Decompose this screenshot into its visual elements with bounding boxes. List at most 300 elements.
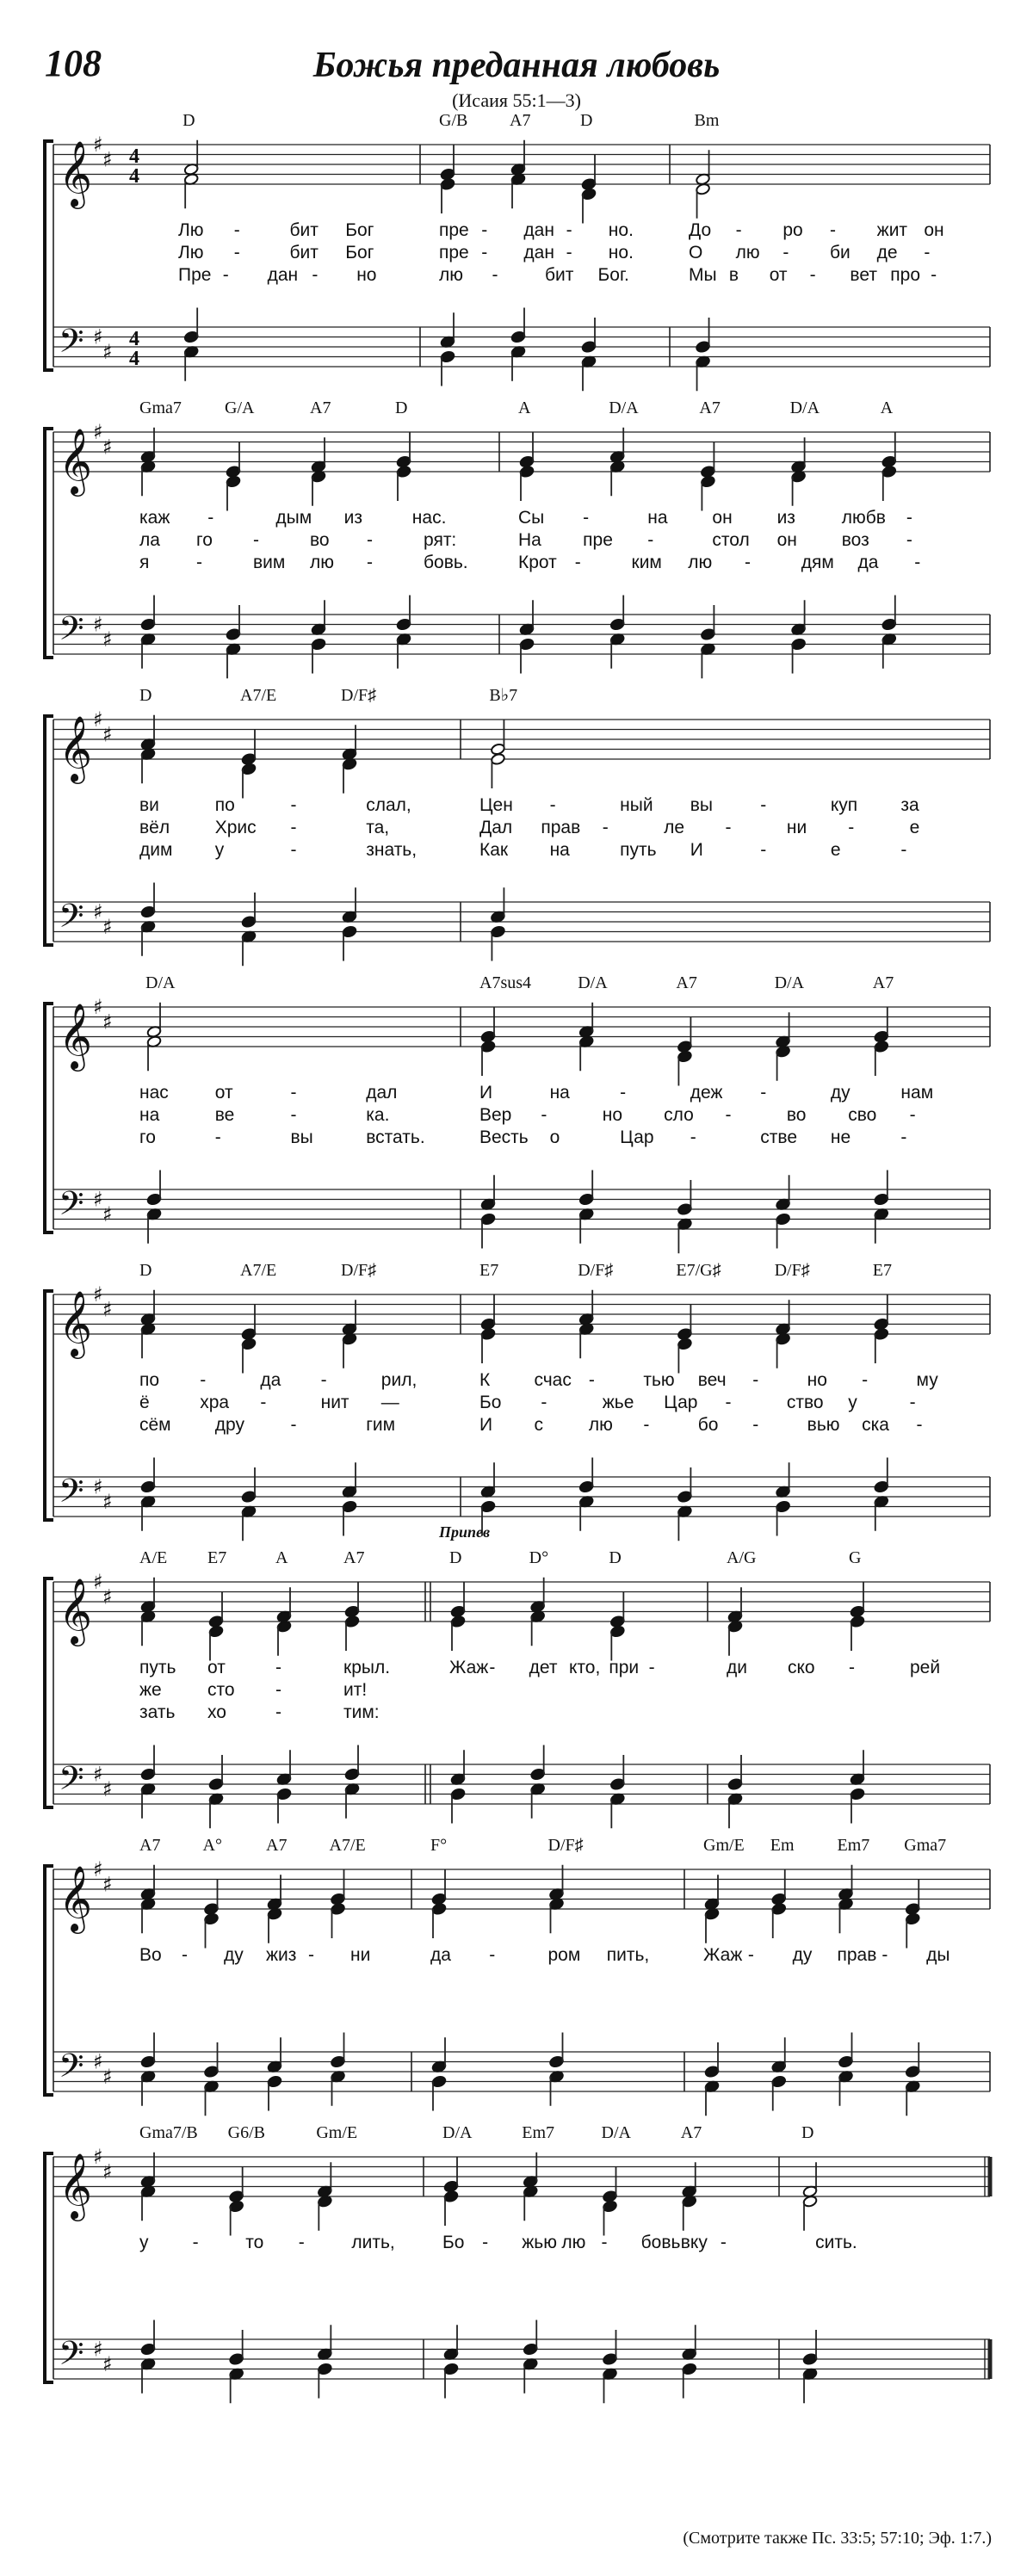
lyric-syllable: - <box>566 220 572 240</box>
system-bracket <box>45 716 53 945</box>
lyric-syllable: - <box>481 220 488 240</box>
chord-symbol: Gma7 <box>904 1836 947 1855</box>
lyric-syllable: на <box>549 840 570 860</box>
treble-clef: 𝄞 <box>59 1290 93 1356</box>
lyric-syllable: любв <box>841 508 886 528</box>
lyric-syllable: вы <box>690 795 713 815</box>
lyric-syllable: лю <box>310 553 335 572</box>
lyric-syllable: - <box>830 220 836 240</box>
chord-symbol: A7 <box>680 2123 702 2142</box>
chord-symbol: A <box>880 398 894 417</box>
lyric-syllable: стол <box>712 530 750 550</box>
lyric-syllable: Мы <box>689 265 717 285</box>
sharp-sign: ♯ <box>102 435 113 460</box>
lyric-syllable: - <box>752 1370 759 1390</box>
bass-clef: 𝄢 <box>59 1471 84 1518</box>
lyric-syllable: но <box>356 265 377 285</box>
lyric-syllable: - <box>200 1370 207 1390</box>
lyric-syllable: в <box>728 265 739 285</box>
chord-symbol: D <box>182 111 195 130</box>
lyric-syllable: - <box>735 220 742 240</box>
lyric-syllable: би <box>830 243 851 263</box>
sharp-sign: ♯ <box>102 722 113 747</box>
lyric-syllable: бит <box>289 220 319 240</box>
chord-symbol: D <box>139 1261 152 1280</box>
time-signature: 4 <box>129 165 139 188</box>
lyric-syllable: - <box>192 2233 199 2252</box>
lyric-syllable: ит! <box>343 1680 368 1700</box>
treble-clef: 𝄞 <box>59 140 93 207</box>
lyric-syllable: - <box>260 1393 267 1412</box>
lyric-syllable: не <box>830 1127 851 1147</box>
lyric-syllable: Вер <box>479 1105 512 1125</box>
lyric-syllable: Во <box>139 1945 162 1965</box>
lyric-syllable: пре <box>439 220 469 240</box>
system-bracket <box>45 2153 53 2382</box>
lyric-syllable: - <box>312 265 319 285</box>
lyric-syllable: - <box>725 1393 732 1412</box>
lyric-syllable: - <box>760 840 767 860</box>
chord-symbol: A <box>275 1548 288 1567</box>
system-bracket <box>45 1578 53 1807</box>
hymn-number: 108 <box>45 42 102 84</box>
lyric-syllable: нас <box>139 1083 169 1103</box>
lyric-syllable: дим <box>139 840 173 860</box>
lyric-syllable: - <box>747 1945 754 1965</box>
lyric-syllable: - <box>924 243 931 263</box>
lyric-syllable: куп <box>830 795 858 815</box>
lyric-syllable: ный <box>620 795 653 815</box>
lyric-syllable: крыл. <box>343 1658 391 1677</box>
cross-reference-note: (Смотрите также Пс. 33:5; 57:10; Эф. 1:7.) <box>683 2529 992 2548</box>
treble-clef: 𝄞 <box>59 1003 93 1069</box>
lyric-syllable: - <box>574 553 581 572</box>
chord-symbol: Bm <box>694 111 720 130</box>
sharp-sign: ♯ <box>93 2337 103 2362</box>
lyric-syllable: И <box>479 1415 493 1435</box>
bass-clef: 𝄢 <box>59 1758 84 1806</box>
lyric-syllable: бовь <box>640 2233 681 2252</box>
lyric-syllable: - <box>182 1945 188 1965</box>
lyric-syllable: - <box>690 1127 696 1147</box>
lyric-syllable: Цен <box>479 795 513 815</box>
lyric-syllable: во <box>786 1105 807 1125</box>
lyric-syllable: - <box>482 2233 489 2252</box>
lyric-syllable: во <box>310 530 330 550</box>
chord-symbol: G <box>849 1548 862 1567</box>
lyric-syllable: тью <box>643 1370 675 1390</box>
lyric-syllable: Весть <box>479 1127 529 1147</box>
bass-clef: 𝄢 <box>59 321 84 368</box>
chord-symbol: E7 <box>479 1261 499 1280</box>
lyric-syllable: - <box>583 508 590 528</box>
chord-symbol: E7 <box>872 1261 893 1280</box>
lyric-syllable: он <box>712 508 733 528</box>
lyric-syllable: вим <box>253 553 286 572</box>
lyric-syllable: Бо <box>442 2233 465 2252</box>
lyric-syllable: сло <box>664 1105 694 1125</box>
sharp-sign: ♯ <box>102 1489 113 1514</box>
chord-symbol: Gm/E <box>703 1836 745 1855</box>
lyric-syllable: - <box>725 1105 732 1125</box>
lyric-syllable: нас. <box>411 508 447 528</box>
chord-symbol: D <box>801 2123 814 2142</box>
lyric-syllable: - <box>275 1680 281 1700</box>
lyric-syllable: - <box>745 553 751 572</box>
system-bracket <box>45 141 53 370</box>
lyric-syllable: - <box>253 530 259 550</box>
lyric-syllable: вет <box>850 265 877 285</box>
lyric-syllable: нам <box>900 1083 934 1103</box>
lyric-syllable: - <box>601 2233 608 2252</box>
chord-symbol: Em7 <box>522 2123 555 2142</box>
lyric-syllable: от <box>214 1083 233 1103</box>
lyric-syllable: бит <box>289 243 319 263</box>
lyric-syllable: - <box>909 1393 916 1412</box>
lyric-syllable: - <box>881 1945 888 1965</box>
lyric-syllable: вку <box>680 2233 708 2252</box>
chord-symbol: D/F♯ <box>341 1261 377 1280</box>
lyric-syllable: тим: <box>343 1702 380 1722</box>
lyric-syllable: - <box>648 1658 655 1677</box>
lyric-syllable: ду <box>224 1945 244 1965</box>
chord-symbol: E7/G♯ <box>676 1261 721 1280</box>
lyric-syllable: - <box>848 818 855 837</box>
lyric-syllable: пре <box>583 530 613 550</box>
chord-symbol: A7/E <box>240 1261 277 1280</box>
lyric-syllable: рей <box>910 1658 941 1677</box>
treble-clef: 𝄞 <box>59 2153 93 2219</box>
lyric-syllable: счас <box>534 1370 572 1390</box>
lyric-syllable: лю <box>588 1415 613 1435</box>
lyric-syllable: И <box>690 840 703 860</box>
lyric-syllable: — <box>380 1393 399 1412</box>
sharp-sign: ♯ <box>102 914 113 939</box>
chord-symbol: A/E <box>139 1548 168 1567</box>
system-bracket <box>45 1866 53 2095</box>
system-bracket <box>45 1004 53 1232</box>
lyric-syllable: Хрис <box>214 818 257 837</box>
lyric-syllable: дан <box>523 220 554 240</box>
lyric-syllable: - <box>916 1415 923 1435</box>
chord-symbol: G/B <box>439 111 468 130</box>
lyric-syllable: на <box>647 508 668 528</box>
lyric-syllable: жье <box>602 1393 634 1412</box>
chord-symbol: F° <box>430 1836 448 1855</box>
lyric-syllable: рил, <box>380 1370 418 1390</box>
chord-symbol: D <box>580 111 593 130</box>
treble-clef: 𝄞 <box>59 1865 93 1931</box>
lyric-syllable: - <box>308 1945 314 1965</box>
lyric-syllable: - <box>233 220 240 240</box>
chord-symbol: D/A <box>774 973 805 992</box>
chord-symbol: A7 <box>139 1836 161 1855</box>
lyric-syllable: кто, <box>569 1658 601 1677</box>
lyric-syllable: лю <box>735 243 760 263</box>
lyric-syllable: но. <box>608 243 634 263</box>
lyric-syllable: - <box>233 243 240 263</box>
lyric-syllable: - <box>489 1945 496 1965</box>
bass-clef: 𝄢 <box>59 2046 84 2093</box>
lyric-syllable: - <box>367 530 373 550</box>
lyric-syllable: - <box>196 553 202 572</box>
sharp-sign: ♯ <box>93 899 103 924</box>
lyric-syllable: е <box>909 818 920 837</box>
lyric-syllable: - <box>481 243 488 263</box>
chord-symbol: Gma7/B <box>139 2123 198 2142</box>
lyric-syllable: ка. <box>366 1105 390 1125</box>
sharp-sign: ♯ <box>93 995 103 1019</box>
lyric-syllable: сво <box>848 1105 877 1125</box>
lyric-syllable: но <box>807 1370 827 1390</box>
chord-symbol: A7/E <box>240 686 277 705</box>
lyric-syllable: И <box>479 1083 493 1103</box>
chord-symbol: A7 <box>699 398 721 417</box>
chord-symbol: G6/B <box>227 2123 266 2142</box>
lyric-syllable: пить, <box>606 1945 650 1965</box>
lyric-syllable: лить, <box>351 2233 395 2252</box>
lyric-syllable: у <box>214 840 225 860</box>
lyric-syllable: прав <box>837 1945 877 1965</box>
sharp-sign: ♯ <box>93 1762 103 1787</box>
lyric-syllable: дал <box>366 1083 398 1103</box>
chord-symbol: Em <box>770 1836 795 1855</box>
lyric-syllable: - <box>290 1083 297 1103</box>
lyric-syllable: бит <box>545 265 574 285</box>
sharp-sign: ♯ <box>102 2159 113 2184</box>
lyric-syllable: то <box>245 2233 264 2252</box>
lyric-syllable: Бо <box>479 1393 502 1412</box>
lyric-syllable: воз <box>841 530 869 550</box>
chord-symbol: D/F♯ <box>774 1261 810 1280</box>
chord-symbol: A7 <box>872 973 894 992</box>
lyric-syllable: пре <box>439 243 469 263</box>
sharp-sign: ♯ <box>93 1474 103 1499</box>
lyric-syllable: ве <box>214 1105 235 1125</box>
lyric-syllable: - <box>752 1415 759 1435</box>
chord-symbol: D <box>449 1548 462 1567</box>
lyric-syllable: ду <box>830 1083 851 1103</box>
lyric-syllable: - <box>320 1370 327 1390</box>
chord-symbol: A/G <box>727 1548 757 1567</box>
lyric-syllable: му <box>916 1370 938 1390</box>
lyric-syllable: нит <box>320 1393 349 1412</box>
lyric-syllable: Лю <box>178 243 204 263</box>
chord-symbol: A7/E <box>329 1836 366 1855</box>
lyric-syllable: путь <box>139 1658 176 1677</box>
sharp-sign: ♯ <box>102 1872 113 1897</box>
lyric-syllable: но. <box>608 220 634 240</box>
lyric-syllable: - <box>906 530 912 550</box>
treble-clef: 𝄞 <box>59 428 93 494</box>
chord-symbol: A7 <box>676 973 697 992</box>
lyric-syllable: веч <box>697 1370 727 1390</box>
lyric-syllable: Бог <box>345 243 374 263</box>
lyric-syllable: Бог. <box>597 265 629 285</box>
lyric-syllable: - <box>566 243 572 263</box>
lyric-syllable: из <box>343 508 362 528</box>
lyric-syllable: ро <box>782 220 803 240</box>
lyric-syllable: - <box>541 1393 547 1412</box>
lyric-syllable: знать, <box>366 840 418 860</box>
lyric-syllable: деж <box>690 1083 723 1103</box>
lyric-syllable: он <box>924 220 944 240</box>
lyric-syllable: - <box>725 818 732 837</box>
lyric-syllable: ле <box>664 818 685 837</box>
lyric-syllable: вью <box>807 1415 840 1435</box>
lyric-syllable: жиз <box>266 1945 297 1965</box>
lyric-syllable: у <box>139 2233 149 2252</box>
treble-clef: 𝄞 <box>59 1578 93 1644</box>
lyric-syllable: хо <box>207 1702 226 1722</box>
hymn-title: Божья преданная любовь <box>312 46 721 85</box>
lyric-syllable: дям <box>801 553 834 572</box>
sharp-sign: ♯ <box>93 133 103 157</box>
lyric-syllable: да <box>857 553 879 572</box>
chord-symbol: B♭7 <box>489 686 518 705</box>
lyric-syllable: дру <box>214 1415 244 1435</box>
lyric-syllable: - <box>849 1658 855 1677</box>
sharp-sign: ♯ <box>102 1585 113 1609</box>
system-bracket <box>45 1291 53 1520</box>
lyric-syllable: - <box>782 243 789 263</box>
lyric-syllable: - <box>760 1083 767 1103</box>
lyric-syllable: - <box>906 508 912 528</box>
lyric-syllable: Сы <box>518 508 545 528</box>
scripture-reference: (Исаия 55:1—3) <box>452 90 581 111</box>
sharp-sign: ♯ <box>102 339 113 364</box>
lyric-syllable: от <box>207 1658 226 1677</box>
lyric-syllable: дет <box>529 1658 558 1677</box>
sharp-sign: ♯ <box>102 2064 113 2089</box>
lyric-syllable: - <box>862 1370 869 1390</box>
chord-symbol: D/F♯ <box>341 686 377 705</box>
lyric-syllable: хра <box>200 1393 230 1412</box>
lyric-syllable: ла <box>139 530 160 550</box>
lyric-syllable: Пре <box>178 265 212 285</box>
lyric-syllable: о <box>549 1127 560 1147</box>
lyric-syllable: ким <box>631 553 662 572</box>
lyric-syllable: прав <box>541 818 581 837</box>
chord-symbol: Gm/E <box>316 2123 358 2142</box>
lyric-syllable: вёл <box>139 818 170 837</box>
sharp-sign: ♯ <box>102 2351 113 2376</box>
lyric-syllable: - <box>720 2233 727 2252</box>
lyric-syllable: - <box>931 265 937 285</box>
chord-symbol: A7sus4 <box>479 973 532 992</box>
lyric-syllable: До <box>689 220 712 240</box>
lyric-syllable: Жаж <box>703 1945 743 1965</box>
chord-symbol: A7 <box>343 1548 365 1567</box>
lyric-syllable: ди <box>727 1658 747 1677</box>
chord-symbol: D/A <box>789 398 820 417</box>
lyric-syllable: каж <box>139 508 170 528</box>
lyric-syllable: е <box>830 840 841 860</box>
lyric-syllable: го <box>196 530 213 550</box>
lyric-syllable: про <box>890 265 921 285</box>
lyric-syllable: по <box>139 1370 160 1390</box>
lyric-syllable: из <box>776 508 795 528</box>
lyric-syllable: бо <box>697 1415 719 1435</box>
chord-symbol: A7 <box>266 1836 288 1855</box>
bass-clef: 𝄢 <box>59 2333 84 2381</box>
lyric-syllable: - <box>602 818 609 837</box>
lyric-syllable: за <box>900 795 919 815</box>
lyric-syllable: - <box>489 1658 496 1677</box>
lyric-syllable: гим <box>366 1415 396 1435</box>
lyric-syllable: - <box>290 1415 297 1435</box>
lyric-syllable: ё <box>139 1393 150 1412</box>
bass-clef: 𝄢 <box>59 896 84 943</box>
lyric-syllable: вы <box>290 1127 313 1147</box>
sharp-sign: ♯ <box>93 1857 103 1881</box>
lyric-syllable: Как <box>479 840 509 860</box>
lyric-syllable: путь <box>620 840 657 860</box>
lyric-syllable: бовь. <box>424 553 468 572</box>
lyric-syllable: - <box>290 818 297 837</box>
lyric-syllable: О <box>689 243 703 263</box>
lyric-syllable: рят: <box>424 530 457 550</box>
lyric-syllable: - <box>760 795 767 815</box>
lyric-syllable: лю <box>561 2233 586 2252</box>
lyric-syllable: жью <box>522 2233 557 2252</box>
chord-symbol: D/A <box>442 2123 473 2142</box>
sharp-sign: ♯ <box>102 1297 113 1322</box>
lyric-syllable: же <box>139 1680 162 1700</box>
lyric-syllable: - <box>909 1105 916 1125</box>
lyric-syllable: - <box>214 1127 221 1147</box>
bass-clef: 𝄢 <box>59 608 84 656</box>
chord-symbol: Gma7 <box>139 398 182 417</box>
lyric-syllable: На <box>518 530 541 550</box>
time-signature: 4 <box>129 145 139 168</box>
lyric-syllable: да <box>260 1370 281 1390</box>
lyric-syllable: дан <box>267 265 299 285</box>
sharp-sign: ♯ <box>102 1010 113 1035</box>
lyric-syllable: К <box>479 1370 491 1390</box>
lyric-syllable: с <box>534 1415 543 1435</box>
lyric-syllable: от <box>769 265 788 285</box>
lyric-syllable: дым <box>275 508 312 528</box>
chord-symbol: D° <box>529 1548 549 1567</box>
lyric-syllable: ды <box>926 1945 950 1965</box>
lyric-syllable: на <box>139 1105 160 1125</box>
lyric-syllable: - <box>290 1105 297 1125</box>
lyric-syllable: - <box>492 265 498 285</box>
lyric-syllable: - <box>275 1702 281 1722</box>
lyric-syllable: ство <box>786 1393 824 1412</box>
sharp-sign: ♯ <box>93 707 103 732</box>
chord-symbol: G/A <box>225 398 255 417</box>
sharp-sign: ♯ <box>93 1570 103 1594</box>
sharp-sign: ♯ <box>93 2145 103 2169</box>
chord-symbol: D/A <box>601 2123 631 2142</box>
chord-symbol: A <box>518 398 531 417</box>
lyric-syllable: сто <box>207 1680 235 1700</box>
lyric-syllable: де <box>876 243 898 263</box>
system-bracket <box>45 429 53 658</box>
sharp-sign: ♯ <box>93 324 103 349</box>
lyric-syllable: - <box>647 530 654 550</box>
sharp-sign: ♯ <box>102 1202 113 1226</box>
lyric-syllable: - <box>207 508 214 528</box>
lyric-syllable: ско <box>788 1658 815 1677</box>
sharp-sign: ♯ <box>93 1282 103 1307</box>
lyric-syllable: на <box>549 1083 570 1103</box>
lyric-syllable: ви <box>139 795 159 815</box>
lyric-syllable: сём <box>139 1415 171 1435</box>
lyric-syllable: стве <box>760 1127 798 1147</box>
